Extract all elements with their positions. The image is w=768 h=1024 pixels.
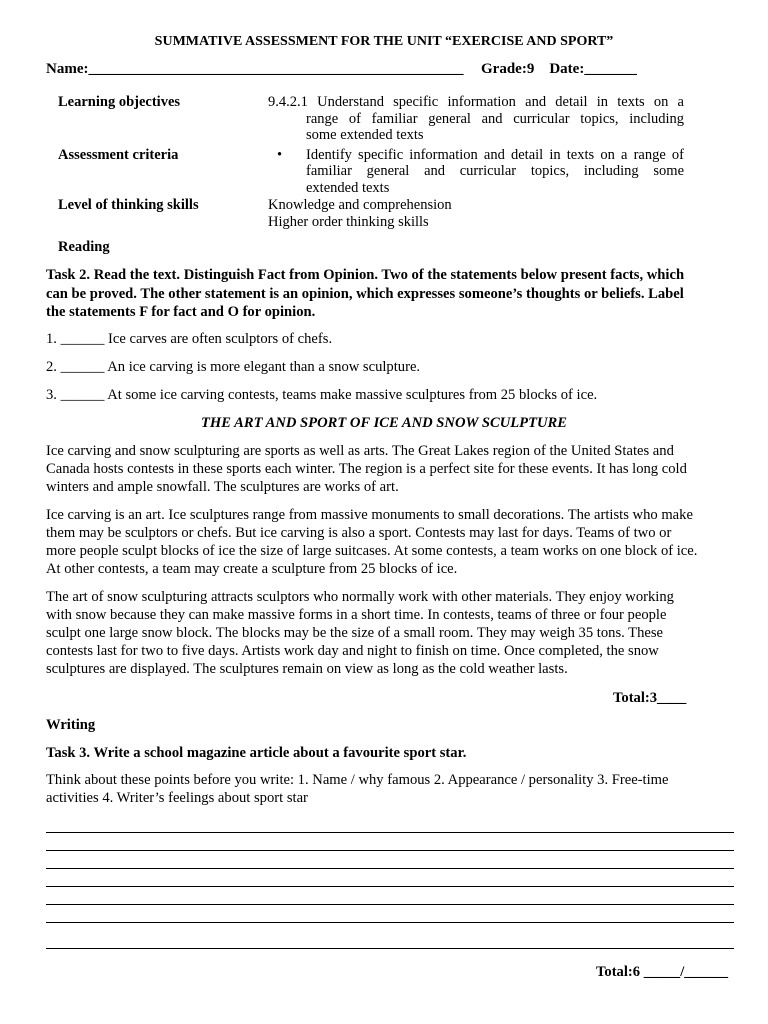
answer-line[interactable] (46, 868, 734, 869)
grade-label: Grade:9 (481, 61, 535, 77)
task2-line2: can be proved. The other statement is an opinion, which expresses someone’s thoughts or beliefs. Label (46, 286, 684, 302)
paragraph2-line4: At other contests, a team may create a sculpture from 25 blocks of ice. (46, 561, 458, 577)
learning-objectives-line2: range of familiar general and curricular topics, including (306, 111, 684, 127)
name-line (46, 61, 463, 78)
task3-instruction: Task 3. Write a school magazine article about a favourite sport star. (46, 745, 467, 761)
statement-3[interactable]: 3. ______ At some ice carving contests, teams make massive sculptures from 25 blocks of ice. (46, 387, 598, 403)
assessment-criteria-line2: familiar general and curricular topics, including some (306, 163, 684, 179)
thinking-skills-line2: Higher order thinking skills (268, 214, 429, 230)
assessment-criteria-line3: extended texts (306, 180, 390, 196)
text-title: THE ART AND SPORT OF ICE AND SNOW SCULPTURE (201, 415, 567, 431)
assessment-criteria-label: Assessment criteria (58, 147, 179, 163)
reading-total[interactable]: Total:3____ (613, 690, 687, 706)
learning-objectives-label: Learning objectives (58, 94, 181, 110)
answer-line[interactable] (46, 850, 734, 851)
answer-line[interactable] (46, 948, 734, 949)
paragraph1-line2: Canada hosts contests in these sports each winter. The region is a perfect site for these events. It has long cold (46, 461, 687, 477)
paragraph3-line1: The art of snow sculpturing attracts sculptors who normally work with other materials. They enjoy working (46, 589, 674, 605)
paragraph3-line2: with snow because they can make massive forms in a short time. In contests, teams of three or four people (46, 607, 667, 623)
answer-line[interactable] (46, 886, 734, 887)
paragraph1-line1: Ice carving and snow sculpturing are sports as well as arts. The Great Lakes region of the United States and (46, 443, 674, 459)
bullet-icon: • (277, 147, 283, 163)
answer-line[interactable] (46, 832, 734, 833)
paragraph3-line4: contests last for two to five days. Artists work day and night to finish on time. Once completed, the snow (46, 643, 659, 659)
assessment-criteria-line1: Identify specific information and detail in texts on a range of (306, 147, 684, 163)
date-blank[interactable]: _______ (584, 61, 637, 77)
reading-heading: Reading (58, 239, 110, 255)
answer-line[interactable] (46, 904, 734, 905)
thinking-skills-line1: Knowledge and comprehension (268, 197, 452, 213)
writing-prompt-line2: activities 4. Writer’s feelings about sport star (46, 790, 308, 806)
writing-total[interactable]: Total:6 _____/______ (596, 964, 729, 980)
paragraph2-line3: more people sculpt blocks of ice the size of large suitcases. At some contests, a team works on one block of ice. (46, 543, 698, 559)
learning-objectives-line3: some extended texts (306, 127, 424, 143)
name-blank[interactable]: __________________________________________________ (88, 61, 464, 77)
task2-line1: Task 2. Read the text. Distinguish Fact from Opinion. Two of the statements below present facts, which (46, 267, 685, 283)
thinking-skills-label: Level of thinking skills (58, 197, 199, 213)
name-label: Name: (46, 61, 89, 77)
statement-2[interactable]: 2. ______ An ice carving is more elegant than a snow sculpture. (46, 359, 421, 375)
statement-1[interactable]: 1. ______ Ice carves are often sculptors of chefs. (46, 331, 333, 347)
writing-prompt-line1: Think about these points before you write: 1. Name / why famous 2. Appearance / personality 3. Free-time (46, 772, 669, 788)
answer-line[interactable] (46, 922, 734, 923)
paragraph2-line1: Ice carving is an art. Ice sculptures range from massive monuments to small decorations. The artists who make (46, 507, 693, 523)
grade-date-line (481, 61, 637, 78)
task2-line3: the statements F for fact and O for opinion. (46, 304, 316, 320)
learning-objectives-line1: 9.4.2.1 Understand specific information and detail in texts on a (268, 94, 684, 110)
page-title: SUMMATIVE ASSESSMENT FOR THE UNIT “EXERCISE AND SPORT” (154, 34, 614, 49)
paragraph2-line2: them may be sculptors or chefs. But ice carving is also a sport. Contests may last for days. Teams of two or (46, 525, 672, 541)
date-label: Date: (549, 61, 585, 77)
paragraph3-line5: sculptures are displayed. The sculptures remain on view as long as the cold weather lasts. (46, 661, 568, 677)
writing-heading: Writing (46, 717, 96, 733)
paragraph1-line3: winters and ample snowfall. The sculptures are works of art. (46, 479, 399, 495)
paragraph3-line3: sculpt one large snow block. The blocks may be the size of a small room. They may weigh 35 tons. These (46, 625, 663, 641)
